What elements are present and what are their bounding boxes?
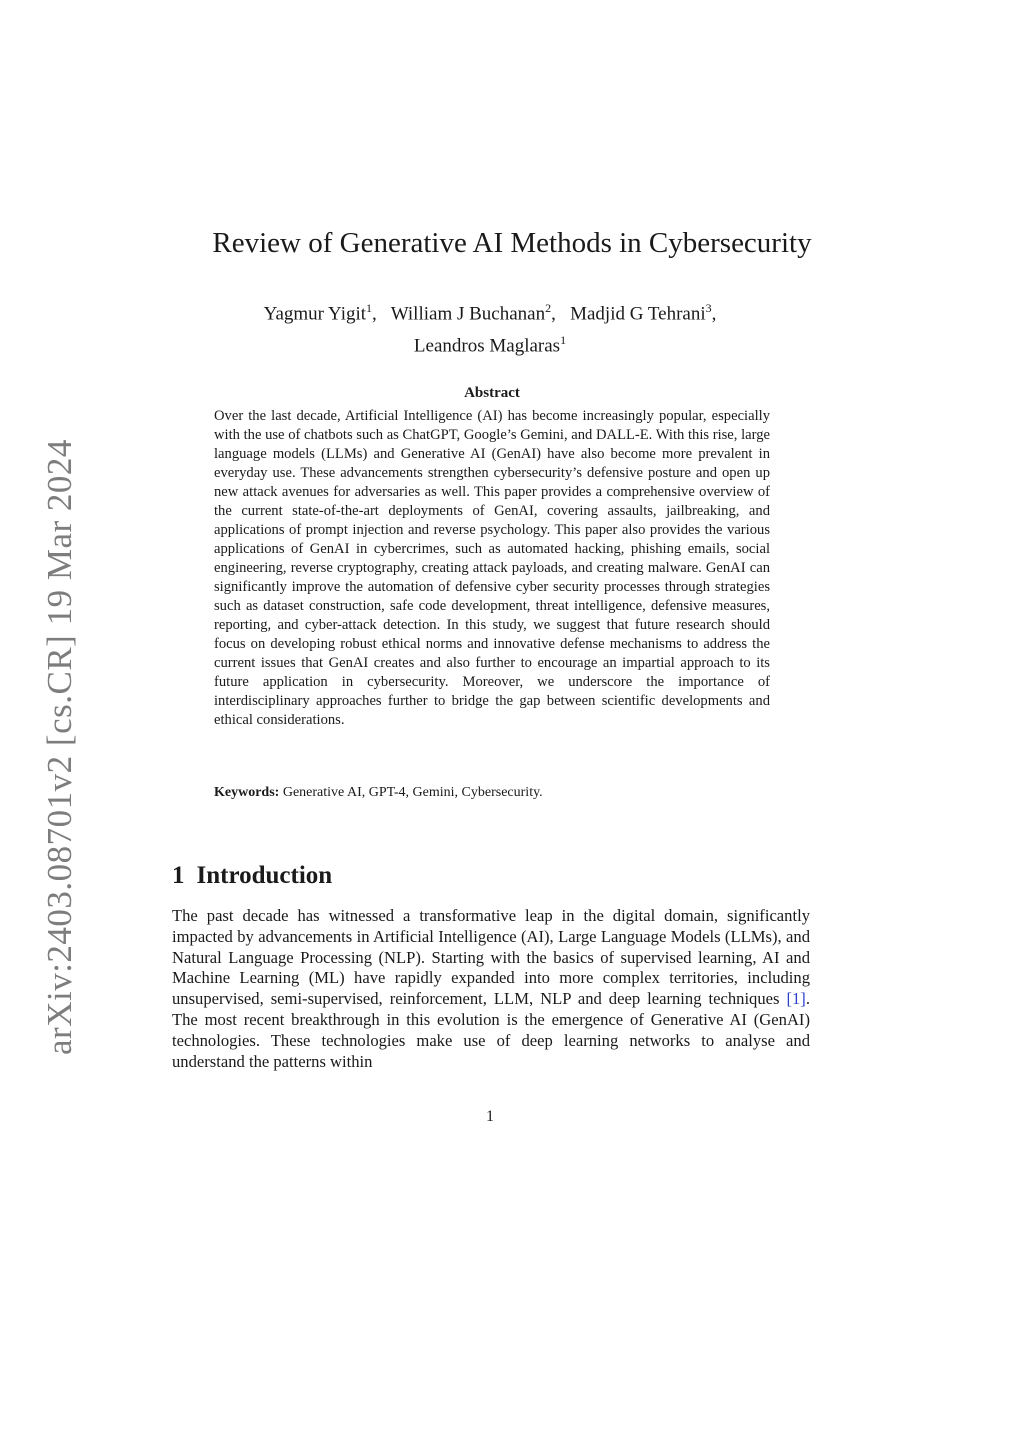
author-list [0,295,980,360]
abstract-text: Over the last decade, Artificial Intelligence (AI) has become increasingly popular, especially with the use of chatbots such as ChatGPT, Google’s Gemini, and DALL-E. With this rise, large language models (LLMs) and Generative AI (GenAI) have also become more prevalent in everyday use. These advancements strengthen cybersecurity’s defensive posture and open up new attack avenues for adversaries as well. This paper provides a comprehensive overview of the current state-of-the-art deployments of GenAI, covering assaults, jailbreaking, and applications of prompt injection and reverse psychology. This paper also provides the various applications of GenAI in cybercrimes, such as automated hacking, phishing emails, social engineering, reverse cryptography, creating attack payloads, and creating malware. GenAI can significantly improve the automation of defensive cyber security processes through strategies such as dataset construction, safe code development, threat intelligence, defensive measures, reporting, and cyber-attack detection. In this study, we suggest that future research should focus on developing robust ethical norms and innovative defense mechanisms to address the current issues that GenAI creates and also further to encourage an impartial approach to its future application in cybersecurity. Moreover, we underscore the importance of interdisciplinary approaches further to bridge the gap between scientific developments and ethical considerations. [214,408,770,728]
intro-text-part-1: The past decade has witnessed a transformative leap in the digital domain, significantly impacted by advancements in Artificial Intelligence (AI), Large Language Models (LLMs), and Natural Language Processing (NLP). Starting with the basics of supervised learning, AI and Machine Learning (ML) have rapidly expanded into more complex territories, including unsupervised, semi-supervised, reinforcement, LLM, NLP and deep learning techniques [172,906,810,1009]
author-name: Yagmur Yigit [263,303,367,325]
abstract-heading: Abstract [464,385,520,401]
author-affiliation: 3 [705,301,712,315]
paper-title: Review of Generative AI Methods in Cybersecurity [212,227,812,259]
keywords-label: Keywords: [214,785,280,800]
keywords-line [214,785,770,801]
section-number: 1 [172,862,185,889]
intro-text-part-2: . The most recent breakthrough in this evolution is the emergence of Generative AI (GenAI) technologies. These technologies make use of deep learning networks to analyse and understand the patterns within [172,989,810,1071]
author-line-1 [0,295,980,327]
author-separator: , [551,303,566,325]
author-affiliation: 2 [545,301,552,315]
author-separator: , [711,303,717,325]
author-affiliation: 1 [560,333,567,348]
section-heading-introduction [172,862,332,890]
author-name: Madjid G Tehrani [570,303,706,325]
author-affiliation: 1 [366,301,373,315]
introduction-paragraph [172,906,810,1072]
author-separator: , [372,303,387,325]
keywords-text: Generative AI, GPT-4, Gemini, Cybersecurity. [282,785,543,800]
arxiv-identifier: arXiv:2403.08701v2 [cs.CR] 19 Mar 2024 [40,439,79,1055]
abstract-block [214,384,770,730]
section-title: Introduction [196,862,333,889]
page-number: 1 [486,1108,494,1125]
author-line-2 [0,327,980,359]
citation-link[interactable]: [1] [786,989,806,1009]
author-name: Leandros Maglaras [413,335,561,357]
author-name: William J Buchanan [390,303,546,325]
